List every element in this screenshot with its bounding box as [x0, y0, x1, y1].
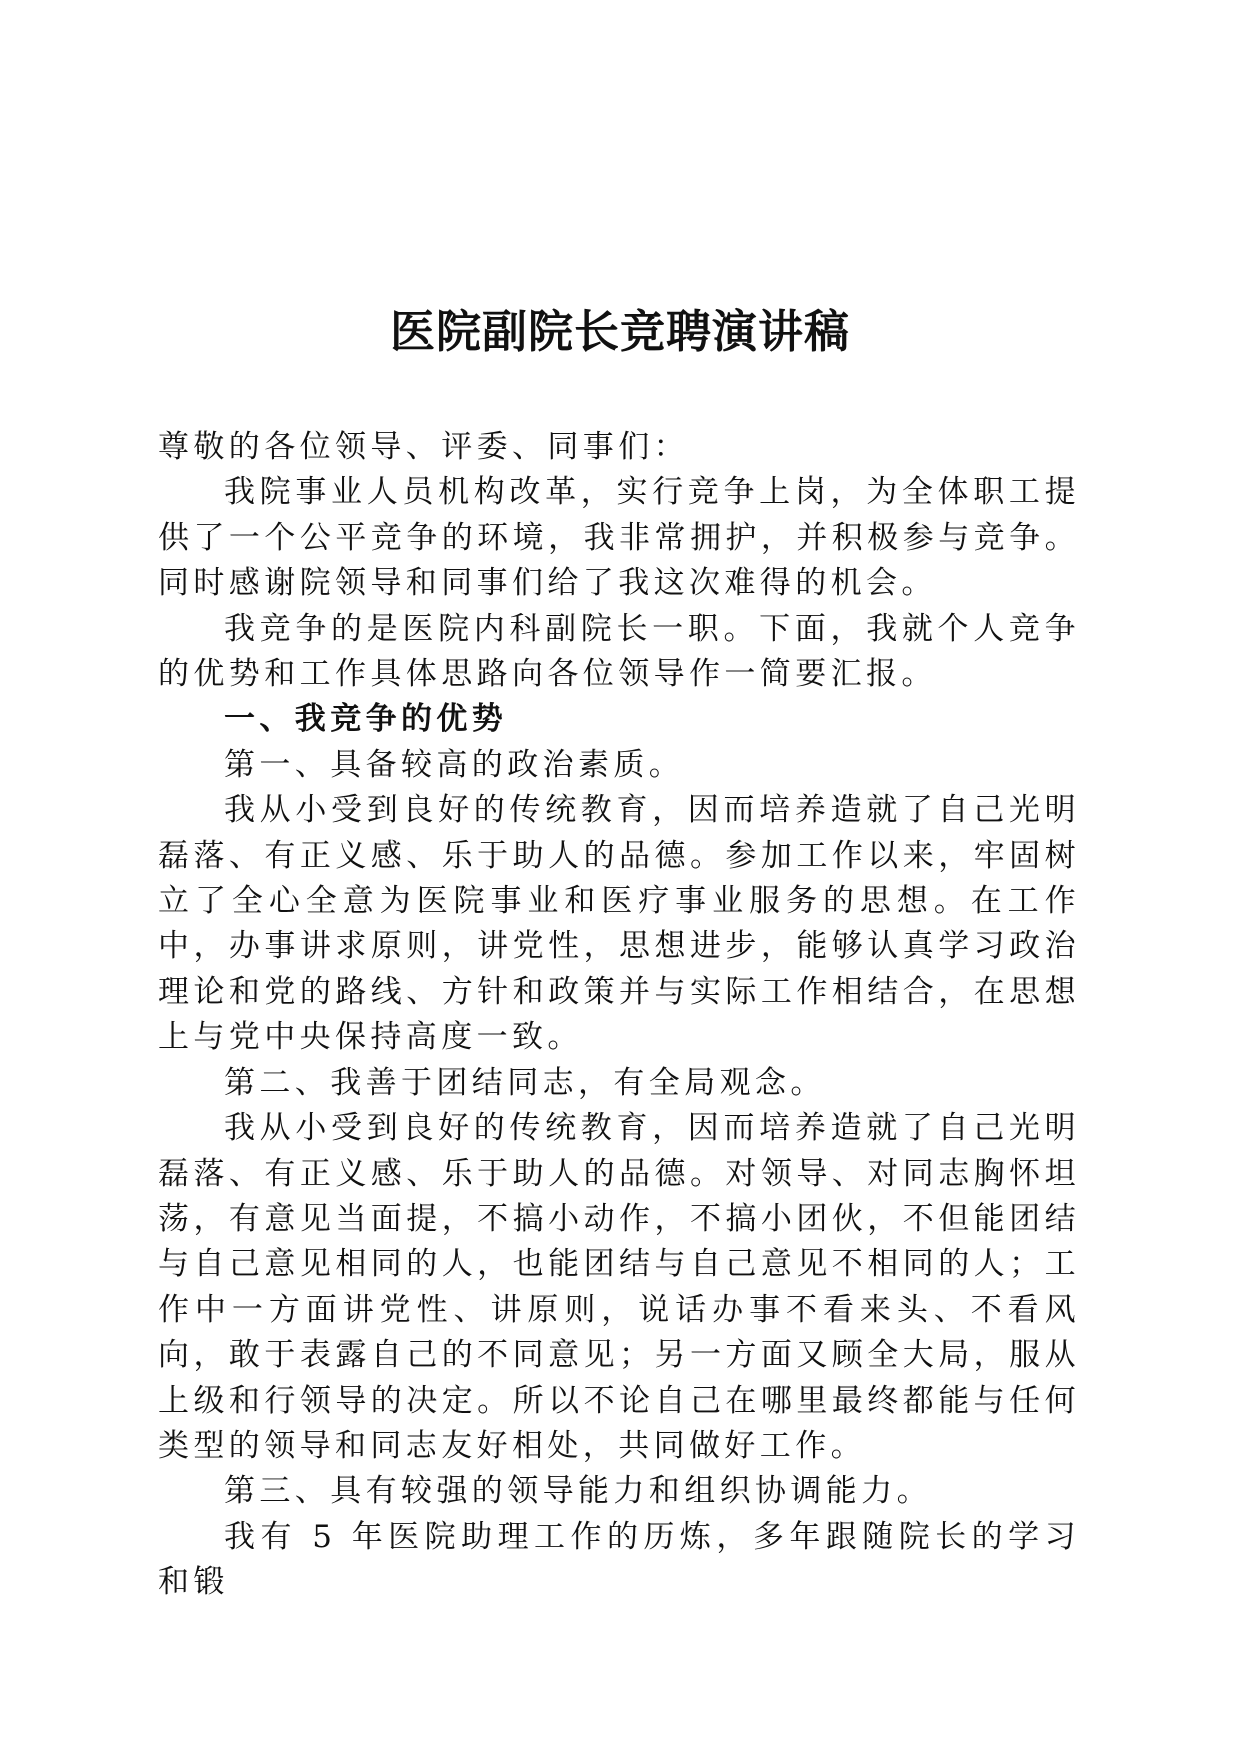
point-paragraph: 我从小受到良好的传统教育，因而培养造就了自己光明磊落、有正义感、乐于助人的品德。对领导、对同志胸怀坦荡，有意见当面提，不搞小动作，不搞小团伙，不但能团结与自己意见相同的人，也能团结与自己意见不相同的人；工作中一方面讲党性、讲原则，说话办事不看来头、不看风向，敢于表露自己的不同意见；另一方面又顾全大局，服从上级和行领导的决定。所以不论自己在哪里最终都能与任何类型的领导和同志友好相处，共同做好工作。	[158, 1110, 1080, 1464]
section-heading: 一、我竞争的优势	[224, 701, 508, 738]
point-paragraph: 我从小受到良好的传统教育，因而培养造就了自己光明磊落、有正义感、乐于助人的品德。参加工作以来，牢固树立了全心全意为医院事业和医疗事业服务的思想。在工作中，办事讲求原则，讲党性，思想进步，能够认真学习政治理论和党的路线、方针和政策并与实际工作相结合，在思想上与党中央保持高度一致。	[158, 792, 1080, 1056]
point-heading: 第一、具备较高的政治素质。	[224, 746, 685, 783]
point-heading: 第三、具有较强的领导能力和组织协调能力。	[224, 1473, 932, 1510]
document-title: 医院副院长竞聘演讲稿	[389, 305, 850, 358]
point-heading: 第二、我善于团结同志，有全局观念。	[224, 1064, 826, 1101]
point-paragraph: 我有 5 年医院助理工作的历炼，多年跟随院长的学习和锻	[158, 1518, 1080, 1601]
document-body	[158, 425, 1080, 1606]
intro-paragraph: 我竞争的是医院内科副院长一职。下面，我就个人竞争的优势和工作具体思路向各位领导作一简要汇报。	[158, 610, 1080, 693]
intro-paragraph: 我院事业人员机构改革，实行竞争上岗，为全体职工提供了一个公平竞争的环境，我非常拥护，并积极参与竞争。同时感谢院领导和同事们给了我这次难得的机会。	[158, 474, 1080, 602]
salutation: 尊敬的各位领导、评委、同事们：	[158, 429, 689, 465]
